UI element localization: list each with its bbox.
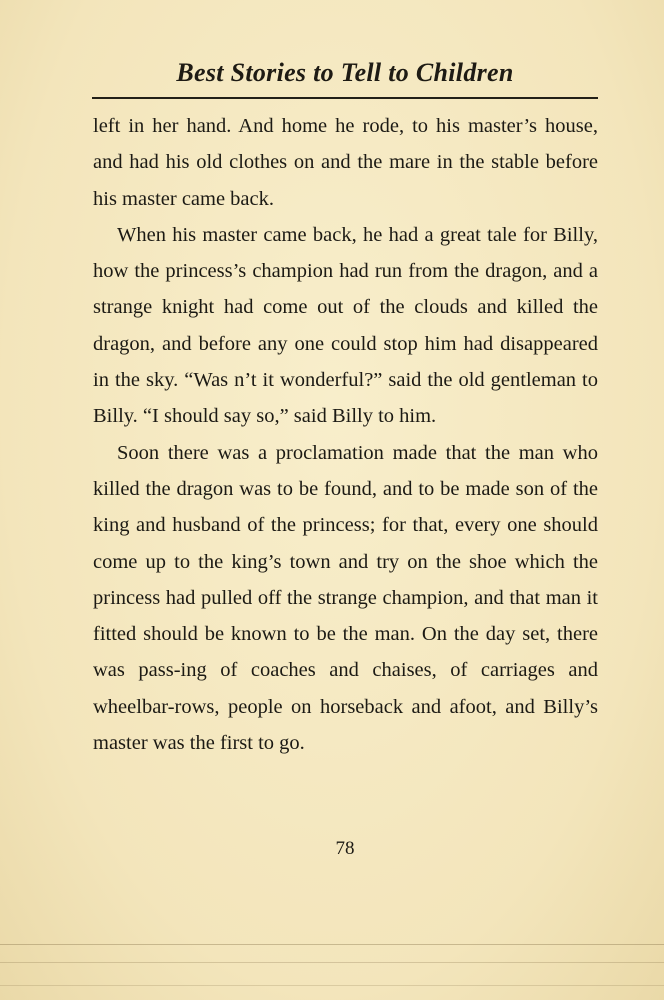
body-text xyxy=(93,108,598,761)
paper-fold-line xyxy=(0,985,664,986)
running-header-title: Best Stories to Tell to Children xyxy=(176,58,514,87)
paper-fold-line xyxy=(0,962,664,963)
page-number: 78 xyxy=(335,838,355,859)
header-rule xyxy=(92,97,598,99)
paragraph-continuation: left in her hand. And home he rode, to his master’s house, and had his old clothes on and the mare in the stable before his master came back. xyxy=(93,115,598,210)
paragraph-proclamation: Soon there was a proclamation made that the man who killed the dragon was to be found, and to be made son of the king and husband of the princess; for that, every one should come up to the king’s town and try on the shoe which the princess had pulled off the strange champion, and that man it fitted should be known to be the man. On the day set, there was pass-ing of coaches and chaises, of carriages and wheelbar-rows, people on horseback and afoot, and Billy’s master was the first to go. xyxy=(93,441,598,755)
paragraph-master-tale: When his master came back, he had a great tale for Billy, how the princess’s champion had run from the dragon, and a strange knight had come out of the clouds and killed the dragon, and before any one could stop him had disappeared in the sky. “Was n’t it wonderful?” said the old gentleman to Billy. “I should say so,” said Billy to him. xyxy=(93,223,598,428)
paper-fold-line xyxy=(0,944,664,945)
